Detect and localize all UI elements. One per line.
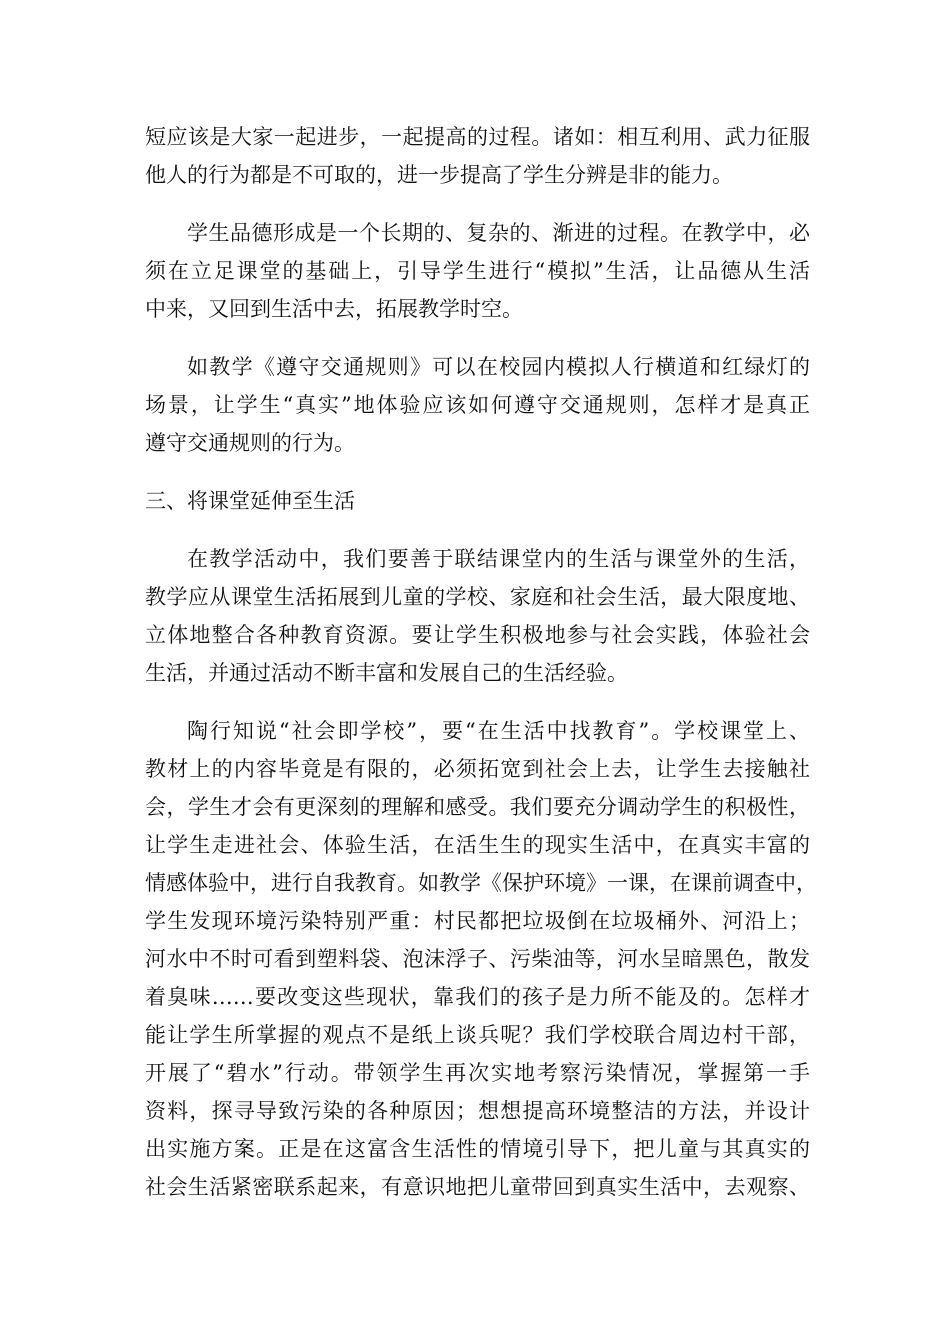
text-line: 情感体验中，进行自我教育。如教学《保护环境》一课，在课前调查中， <box>145 871 817 895</box>
text-line: 他人的行为都是不可取的，进一步提高了学生分辨是非的能力。 <box>145 163 733 187</box>
paragraph-1 <box>145 118 810 194</box>
text-line: 须在立足课堂的基础上，引导学生进行“模拟”生活，让品德从生活 <box>145 259 810 283</box>
paragraph-5 <box>145 712 817 1206</box>
text-line: 如教学《遵守交通规则》可以在校园内模拟人行横道和红绿灯的 <box>187 355 810 379</box>
document-page <box>145 118 817 1226</box>
text-line: 立体地整合各种教育资源。要让学生积极地参与社会实践，体验社会 <box>145 623 810 647</box>
text-line: 能让学生所掌握的观点不是纸上谈兵呢？我们学校联合周边村干部， <box>145 1023 810 1047</box>
text-line: 让学生走进社会、体验生活，在活生生的现实生活中，在真实丰富的 <box>145 833 810 857</box>
text-line: 生活，并通过活动不断丰富和发展自己的生活经验。 <box>145 661 628 685</box>
text-line: 着臭味……要改变这些现状，靠我们的孩子是力所不能及的。怎样才 <box>145 985 810 1009</box>
text-line: 场景，让学生“真实”地体验应该如何遵守交通规则，怎样才是真正 <box>145 393 810 417</box>
text-line: 会，学生才会有更深刻的理解和感受。我们要充分调动学生的积极性， <box>145 795 810 819</box>
text-line: 学生发现环境污染特别严重：村民都把垃圾倒在垃圾桶外、河沿上； <box>145 909 810 933</box>
paragraph-3 <box>145 348 810 462</box>
text-line: 在教学活动中，我们要善于联结课堂内的生活与课堂外的生活， <box>187 547 810 571</box>
text-line: 教材上的内容毕竟是有限的，必须拓宽到社会上去，让学生去接触社 <box>145 757 810 781</box>
text-line: 资料，探寻导致污染的各种原因；想想提高环境整洁的方法，并设计 <box>145 1099 810 1123</box>
text-line: 学生品德形成是一个长期的、复杂的、渐进的过程。在教学中，必 <box>187 221 810 245</box>
section-heading: 三、将课堂延伸至生活 <box>145 489 355 513</box>
text-line: 出实施方案。正是在这富含生活性的情境引导下，把儿童与其真实的 <box>145 1137 810 1161</box>
text-line: 短应该是大家一起进步，一起提高的过程。诸如：相互利用、武力征服 <box>145 125 810 149</box>
text-line: 社会生活紧密联系起来，有意识地把儿童带回到真实生活中，去观察、 <box>145 1175 810 1199</box>
text-line: 河水中不时可看到塑料袋、泡沫浮子、污柴油等，河水呈暗黑色，散发 <box>145 947 810 971</box>
text-line: 教学应从课堂生活拓展到儿童的学校、家庭和社会生活，最大限度地、 <box>145 585 810 609</box>
text-line: 中来，又回到生活中去，拓展教学时空。 <box>145 297 523 321</box>
text-line: 开展了“碧水”行动。带领学生再次实地考察污染情况，掌握第一手 <box>145 1061 810 1085</box>
paragraph-4 <box>145 540 810 692</box>
text-line: 陶行知说“社会即学校”，要“在生活中找教育”。学校课堂上、 <box>187 719 810 743</box>
text-line: 遵守交通规则的行为。 <box>145 431 355 455</box>
paragraph-2 <box>145 214 810 328</box>
